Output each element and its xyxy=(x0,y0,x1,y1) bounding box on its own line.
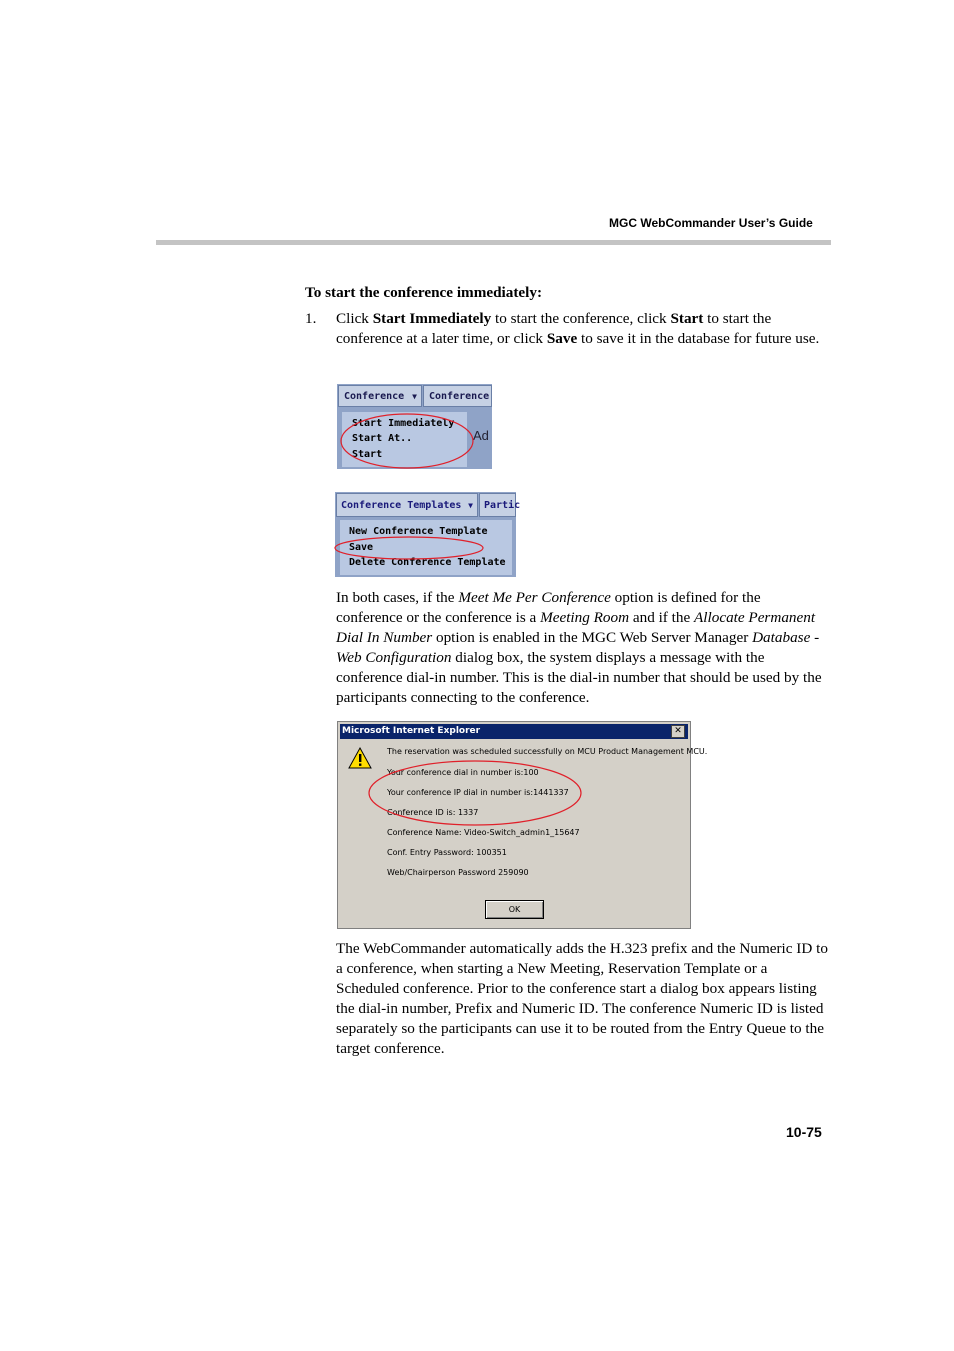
highlight-ellipse xyxy=(337,384,492,469)
conference-menu-screenshot xyxy=(337,384,492,469)
step-number: 1. xyxy=(305,310,317,327)
page-number: 10-75 xyxy=(786,1124,822,1140)
menu-item-delete-template[interactable]: Delete Conference Template xyxy=(349,557,506,568)
conference-menu-button-2[interactable]: Conference xyxy=(423,385,492,407)
step-text: Click Start Immediately to start the conference, click Start to start the conference at a later time, or click Save to save it in the database for future use. xyxy=(336,310,820,347)
dialog-message-line: Web/Chairperson Password 259090 xyxy=(387,868,529,877)
dialog-message-line: Your conference IP dial in number is:1441337 xyxy=(387,788,569,797)
dialog-message-line: Conference ID is: 1337 xyxy=(387,808,479,817)
partial-button-label: Ad xyxy=(473,428,489,443)
dialog-message-line: Conference Name: Video-Switch_admin1_15647 xyxy=(387,828,580,837)
templates-menu-screenshot xyxy=(335,492,521,577)
ie-message-dialog xyxy=(337,721,708,929)
close-icon[interactable]: ✕ xyxy=(671,725,685,738)
header-rule xyxy=(156,240,831,245)
dialog-message-line: The reservation was scheduled successfully on MCU Product Management MCU. xyxy=(387,747,708,756)
dialog-message-line: Conf. Entry Password: 100351 xyxy=(387,848,507,857)
dialog-title: Microsoft Internet Explorer xyxy=(342,726,481,736)
highlight-ellipse xyxy=(335,492,516,577)
menu-item-save[interactable]: Save xyxy=(349,542,374,553)
paragraph-dial-in: In both cases, if the Meet Me Per Conference option is defined for the conference or the conference is a Meeting Room and if the Allocate Permanent Dial In Number option is enabled in the MGC Web Server Manager Database - Web Configuration dialog box, the system displays a message with the conference dial-in number. This is the dial-in number that should be used by the participants connecting to the conference. xyxy=(336,589,822,706)
menu-item-start-immediately[interactable]: Start Immediately xyxy=(352,418,455,429)
procedure-heading: To start the conference immediately: xyxy=(305,284,543,301)
running-header: MGC WebCommander User’s Guide xyxy=(609,216,813,230)
dropdown-arrow-icon: ▼ xyxy=(412,392,417,401)
conference-templates-menu-button[interactable]: Conference Templates ▼ xyxy=(336,493,478,517)
conference-menu-button[interactable]: Conference ▼ xyxy=(338,385,422,407)
ok-button[interactable]: OK xyxy=(485,900,544,919)
paragraph-numeric-id: The WebCommander automatically adds the H.323 prefix and the Numeric ID to a conference, when starting a New Meeting, Reservation Template or a Scheduled conference. Prior to the conference start a dialog box appears listing the dial-in number, Prefix and Numeric ID. The conference Numeric ID is listed separately so the participants can use it to be routed from the Entry Queue to the target conference. xyxy=(336,940,828,1057)
dropdown-arrow-icon: ▼ xyxy=(468,501,473,510)
menu-item-start-at[interactable]: Start At.. xyxy=(352,433,413,444)
participants-menu-button[interactable]: Partic xyxy=(479,493,516,517)
menu-item-new-template[interactable]: New Conference Template xyxy=(349,526,488,537)
highlight-ellipse xyxy=(338,722,692,930)
dialog-message-line: Your conference dial in number is:100 xyxy=(387,768,539,777)
menu-item-start[interactable]: Start xyxy=(352,449,383,460)
